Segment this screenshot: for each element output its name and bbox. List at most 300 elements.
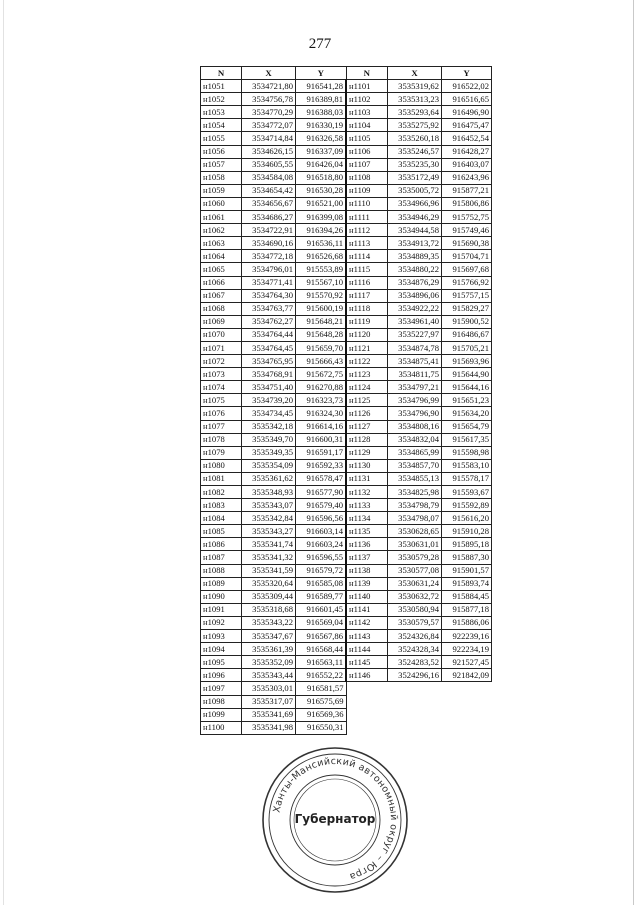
cell-y-left: 916569,36 <box>296 708 347 721</box>
cell-y-right: 915593,67 <box>442 486 492 499</box>
table-row <box>201 106 492 119</box>
cell-x-right: 3524328,34 <box>388 643 442 656</box>
cell-y-left: 916596,56 <box>296 512 347 525</box>
cell-x-right: 3534811,75 <box>388 368 442 381</box>
cell-n-left: н1051 <box>201 80 242 93</box>
cell-n-left: н1089 <box>201 577 242 590</box>
cell-n-left: н1052 <box>201 93 242 106</box>
cell-n-left: н1087 <box>201 551 242 564</box>
cell-y-right: 921842,09 <box>442 669 492 682</box>
cell-y-left: 916567,86 <box>296 630 347 643</box>
cell-x-right: 3534865,99 <box>388 446 442 459</box>
cell-n-left: н1080 <box>201 459 242 472</box>
cell-y-right: 922239,16 <box>442 630 492 643</box>
table-row <box>201 695 492 708</box>
table-row <box>201 656 492 669</box>
cell-x-left: 3535317,07 <box>242 695 296 708</box>
table-row <box>201 80 492 93</box>
cell-n-left: н1078 <box>201 433 242 446</box>
cell-x-right: 3534880,22 <box>388 263 442 276</box>
cell-x-right: 3534875,41 <box>388 355 442 368</box>
cell-n-right: н1104 <box>346 119 388 132</box>
cell-n-left: н1085 <box>201 525 242 538</box>
empty-cell <box>442 708 492 721</box>
cell-x-left: 3535341,59 <box>242 564 296 577</box>
cell-n-left: н1076 <box>201 407 242 420</box>
cell-n-right: н1111 <box>346 211 388 224</box>
cell-n-right: н1133 <box>346 499 388 512</box>
cell-n-right: н1122 <box>346 355 388 368</box>
cell-n-right: н1127 <box>346 420 388 433</box>
cell-x-left: 3534764,45 <box>242 341 296 354</box>
cell-y-right: 921527,45 <box>442 656 492 669</box>
cell-n-right: н1119 <box>346 315 388 328</box>
table-row <box>201 197 492 210</box>
cell-y-left: 915648,28 <box>296 328 347 341</box>
cell-y-left: 916581,57 <box>296 682 347 695</box>
cell-n-left: н1065 <box>201 263 242 276</box>
table-row <box>201 643 492 656</box>
cell-n-right: н1109 <box>346 184 388 197</box>
cell-x-left: 3534584,08 <box>242 171 296 184</box>
cell-y-right: 915893,74 <box>442 577 492 590</box>
cell-x-right: 3524326,84 <box>388 630 442 643</box>
cell-n-left: н1055 <box>201 132 242 145</box>
table-row <box>201 616 492 629</box>
cell-n-right: н1110 <box>346 197 388 210</box>
cell-x-left: 3534626,15 <box>242 145 296 158</box>
cell-n-right: н1140 <box>346 590 388 603</box>
table-row <box>201 184 492 197</box>
cell-n-left: н1088 <box>201 564 242 577</box>
cell-y-left: 916577,90 <box>296 486 347 499</box>
cell-y-left: 915553,89 <box>296 263 347 276</box>
cell-n-right: н1117 <box>346 289 388 302</box>
cell-n-left: н1096 <box>201 669 242 682</box>
cell-n-left: н1059 <box>201 184 242 197</box>
cell-n-left: н1094 <box>201 643 242 656</box>
cell-y-left: 916394,26 <box>296 224 347 237</box>
header-y-right: Y <box>442 67 492 80</box>
cell-x-right: 3524296,16 <box>388 669 442 682</box>
cell-n-right: н1116 <box>346 276 388 289</box>
cell-n-left: н1091 <box>201 603 242 616</box>
cell-x-left: 3535361,62 <box>242 472 296 485</box>
cell-x-left: 3535343,07 <box>242 499 296 512</box>
header-x-right: X <box>388 67 442 80</box>
table-row <box>201 289 492 302</box>
cell-y-left: 916399,08 <box>296 211 347 224</box>
seal-ring-text: Ханты-Мансийский автономный округ – Югра <box>271 755 400 882</box>
cell-x-right: 3534876,29 <box>388 276 442 289</box>
cell-y-right: 915634,20 <box>442 407 492 420</box>
cell-x-right: 3534946,29 <box>388 211 442 224</box>
cell-y-right: 915697,68 <box>442 263 492 276</box>
cell-y-left: 915672,75 <box>296 368 347 381</box>
cell-n-left: н1079 <box>201 446 242 459</box>
cell-x-left: 3535354,09 <box>242 459 296 472</box>
cell-x-left: 3535309,44 <box>242 590 296 603</box>
cell-n-right: н1139 <box>346 577 388 590</box>
cell-n-left: н1093 <box>201 630 242 643</box>
cell-y-right: 915651,23 <box>442 394 492 407</box>
cell-n-right: н1134 <box>346 512 388 525</box>
cell-n-right: н1131 <box>346 472 388 485</box>
cell-x-left: 3534690,16 <box>242 237 296 250</box>
cell-x-right: 3530577,08 <box>388 564 442 577</box>
cell-n-right: н1144 <box>346 643 388 656</box>
cell-x-right: 3534961,40 <box>388 315 442 328</box>
cell-y-right: 915704,71 <box>442 250 492 263</box>
table-row <box>201 472 492 485</box>
cell-y-left: 916568,44 <box>296 643 347 656</box>
cell-x-right: 3535235,30 <box>388 158 442 171</box>
cell-n-right: н1135 <box>346 525 388 538</box>
cell-n-left: н1068 <box>201 302 242 315</box>
cell-y-right: 915752,75 <box>442 211 492 224</box>
table-body <box>201 80 492 735</box>
cell-x-right: 3534798,07 <box>388 512 442 525</box>
cell-x-left: 3535342,84 <box>242 512 296 525</box>
cell-x-left: 3534765,95 <box>242 355 296 368</box>
cell-y-left: 916518,80 <box>296 171 347 184</box>
cell-x-left: 3535347,67 <box>242 630 296 643</box>
cell-y-right: 916403,07 <box>442 158 492 171</box>
cell-n-right: н1142 <box>346 616 388 629</box>
page-number: 277 <box>308 36 332 52</box>
cell-n-left: н1100 <box>201 721 242 734</box>
table-row <box>201 577 492 590</box>
cell-x-left: 3535343,22 <box>242 616 296 629</box>
cell-x-left: 3535342,18 <box>242 420 296 433</box>
cell-x-right: 3534913,72 <box>388 237 442 250</box>
cell-y-right: 916243,96 <box>442 171 492 184</box>
cell-x-right: 3535227,97 <box>388 328 442 341</box>
cell-x-right: 3530628,65 <box>388 525 442 538</box>
cell-y-right: 915910,28 <box>442 525 492 538</box>
table-row <box>201 420 492 433</box>
cell-y-left: 916326,58 <box>296 132 347 145</box>
cell-x-left: 3534770,29 <box>242 106 296 119</box>
cell-x-left: 3534768,91 <box>242 368 296 381</box>
cell-n-right: н1126 <box>346 407 388 420</box>
cell-x-right: 3534796,90 <box>388 407 442 420</box>
table-row <box>201 93 492 106</box>
cell-y-left: 916589,77 <box>296 590 347 603</box>
empty-cell <box>346 721 388 734</box>
cell-x-right: 3535275,92 <box>388 119 442 132</box>
cell-n-right: н1121 <box>346 341 388 354</box>
empty-cell <box>388 695 442 708</box>
cell-y-left: 916541,28 <box>296 80 347 93</box>
cell-y-right: 915877,18 <box>442 603 492 616</box>
cell-n-right: н1114 <box>346 250 388 263</box>
cell-y-right: 915901,57 <box>442 564 492 577</box>
cell-x-left: 3535349,70 <box>242 433 296 446</box>
cell-n-left: н1073 <box>201 368 242 381</box>
cell-x-left: 3534656,67 <box>242 197 296 210</box>
cell-y-left: 916578,47 <box>296 472 347 485</box>
cell-n-left: н1067 <box>201 289 242 302</box>
cell-x-right: 3534896,06 <box>388 289 442 302</box>
empty-cell <box>346 682 388 695</box>
cell-n-right: н1137 <box>346 551 388 564</box>
table-row <box>201 355 492 368</box>
table-row <box>201 630 492 643</box>
table-row <box>201 263 492 276</box>
empty-cell <box>442 721 492 734</box>
cell-y-right: 915877,21 <box>442 184 492 197</box>
coordinates-table <box>200 66 492 735</box>
cell-x-left: 3534751,40 <box>242 381 296 394</box>
table-row <box>201 721 492 734</box>
table-row <box>201 433 492 446</box>
cell-x-right: 3535313,23 <box>388 93 442 106</box>
cell-n-right: н1145 <box>346 656 388 669</box>
cell-x-left: 3534772,07 <box>242 119 296 132</box>
cell-y-left: 916324,30 <box>296 407 347 420</box>
table-row <box>201 276 492 289</box>
cell-n-left: н1097 <box>201 682 242 695</box>
cell-x-right: 3535293,64 <box>388 106 442 119</box>
cell-x-right: 3530631,24 <box>388 577 442 590</box>
cell-n-left: н1086 <box>201 538 242 551</box>
cell-x-left: 3534721,80 <box>242 80 296 93</box>
page-edge-left <box>3 0 4 905</box>
table-row <box>201 315 492 328</box>
cell-n-left: н1090 <box>201 590 242 603</box>
cell-y-left: 916569,04 <box>296 616 347 629</box>
cell-n-right: н1143 <box>346 630 388 643</box>
cell-y-right: 916475,47 <box>442 119 492 132</box>
cell-y-left: 916592,33 <box>296 459 347 472</box>
cell-x-right: 3534808,16 <box>388 420 442 433</box>
cell-x-right: 3534857,70 <box>388 459 442 472</box>
cell-n-right: н1132 <box>346 486 388 499</box>
cell-y-right: 916522,02 <box>442 80 492 93</box>
cell-x-right: 3534922,22 <box>388 302 442 315</box>
cell-x-left: 3535349,35 <box>242 446 296 459</box>
cell-y-right: 915705,21 <box>442 341 492 354</box>
cell-x-left: 3535352,09 <box>242 656 296 669</box>
table-row <box>201 119 492 132</box>
cell-n-left: н1061 <box>201 211 242 224</box>
cell-n-left: н1063 <box>201 237 242 250</box>
cell-y-left: 916579,72 <box>296 564 347 577</box>
table-row <box>201 394 492 407</box>
empty-cell <box>442 682 492 695</box>
table-row <box>201 499 492 512</box>
cell-x-left: 3535341,98 <box>242 721 296 734</box>
cell-x-right: 3535260,18 <box>388 132 442 145</box>
cell-y-right: 915900,52 <box>442 315 492 328</box>
table-row <box>201 407 492 420</box>
cell-x-left: 3535343,44 <box>242 669 296 682</box>
cell-y-right: 915583,10 <box>442 459 492 472</box>
cell-x-right: 3530580,94 <box>388 603 442 616</box>
table-row <box>201 145 492 158</box>
cell-n-left: н1069 <box>201 315 242 328</box>
cell-x-right: 3534796,99 <box>388 394 442 407</box>
table-row <box>201 368 492 381</box>
table-row <box>201 708 492 721</box>
cell-y-left: 915600,19 <box>296 302 347 315</box>
cell-x-right: 3534798,79 <box>388 499 442 512</box>
cell-n-right: н1108 <box>346 171 388 184</box>
cell-x-left: 3534686,27 <box>242 211 296 224</box>
cell-x-left: 3535341,69 <box>242 708 296 721</box>
cell-x-left: 3534771,41 <box>242 276 296 289</box>
cell-n-left: н1070 <box>201 328 242 341</box>
cell-y-left: 916323,73 <box>296 394 347 407</box>
table-row <box>201 341 492 354</box>
cell-y-right: 915617,35 <box>442 433 492 446</box>
table-row <box>201 224 492 237</box>
cell-y-left: 916330,19 <box>296 119 347 132</box>
cell-x-left: 3535320,64 <box>242 577 296 590</box>
table-row <box>201 603 492 616</box>
table-row <box>201 250 492 263</box>
cell-x-right: 3530632,72 <box>388 590 442 603</box>
cell-x-right: 3534874,78 <box>388 341 442 354</box>
cell-n-right: н1129 <box>346 446 388 459</box>
cell-n-left: н1081 <box>201 472 242 485</box>
cell-y-left: 916526,68 <box>296 250 347 263</box>
table-row <box>201 682 492 695</box>
cell-n-left: н1095 <box>201 656 242 669</box>
cell-n-left: н1064 <box>201 250 242 263</box>
table-row <box>201 381 492 394</box>
cell-x-left: 3535318,68 <box>242 603 296 616</box>
cell-n-left: н1075 <box>201 394 242 407</box>
cell-y-left: 916389,81 <box>296 93 347 106</box>
cell-n-left: н1072 <box>201 355 242 368</box>
cell-n-left: н1056 <box>201 145 242 158</box>
cell-y-left: 915567,10 <box>296 276 347 289</box>
cell-y-left: 916614,16 <box>296 420 347 433</box>
cell-x-right: 3535172,49 <box>388 171 442 184</box>
cell-n-right: н1103 <box>346 106 388 119</box>
cell-y-right: 916428,27 <box>442 145 492 158</box>
cell-x-right: 3534825,98 <box>388 486 442 499</box>
cell-y-left: 916530,28 <box>296 184 347 197</box>
table-row <box>201 237 492 250</box>
cell-y-left: 916426,04 <box>296 158 347 171</box>
table-row <box>201 158 492 171</box>
cell-n-right: н1138 <box>346 564 388 577</box>
table-row <box>201 538 492 551</box>
cell-y-right: 916452,54 <box>442 132 492 145</box>
cell-n-right: н1105 <box>346 132 388 145</box>
cell-n-left: н1092 <box>201 616 242 629</box>
cell-x-right: 3535246,57 <box>388 145 442 158</box>
cell-x-left: 3534739,20 <box>242 394 296 407</box>
empty-cell <box>388 708 442 721</box>
cell-y-right: 916496,90 <box>442 106 492 119</box>
cell-x-left: 3534796,01 <box>242 263 296 276</box>
cell-x-right: 3534832,04 <box>388 433 442 446</box>
cell-y-left: 916563,11 <box>296 656 347 669</box>
cell-x-left: 3534763,77 <box>242 302 296 315</box>
cell-n-right: н1146 <box>346 669 388 682</box>
cell-y-right: 915654,79 <box>442 420 492 433</box>
cell-x-left: 3534756,78 <box>242 93 296 106</box>
page-edge-right <box>633 0 634 905</box>
cell-y-left: 915570,92 <box>296 289 347 302</box>
table-row <box>201 211 492 224</box>
cell-n-right: н1120 <box>346 328 388 341</box>
cell-x-right: 3535005,72 <box>388 184 442 197</box>
cell-n-left: н1066 <box>201 276 242 289</box>
cell-y-left: 916591,17 <box>296 446 347 459</box>
cell-y-right: 915578,17 <box>442 472 492 485</box>
cell-y-right: 915757,15 <box>442 289 492 302</box>
cell-x-left: 3534722,91 <box>242 224 296 237</box>
cell-n-right: н1118 <box>346 302 388 315</box>
table-row <box>201 551 492 564</box>
cell-y-right: 922234,19 <box>442 643 492 656</box>
cell-n-left: н1060 <box>201 197 242 210</box>
cell-y-left: 916596,55 <box>296 551 347 564</box>
cell-y-left: 916388,03 <box>296 106 347 119</box>
cell-y-right: 915806,86 <box>442 197 492 210</box>
cell-x-right: 3534797,21 <box>388 381 442 394</box>
cell-y-left: 916270,88 <box>296 381 347 394</box>
table-row <box>201 459 492 472</box>
cell-y-left: 916603,14 <box>296 525 347 538</box>
cell-n-left: н1074 <box>201 381 242 394</box>
cell-y-right: 915887,30 <box>442 551 492 564</box>
cell-y-right: 915644,90 <box>442 368 492 381</box>
cell-n-right: н1128 <box>346 433 388 446</box>
cell-n-left: н1062 <box>201 224 242 237</box>
cell-n-left: н1099 <box>201 708 242 721</box>
cell-n-right: н1124 <box>346 381 388 394</box>
cell-y-right: 915693,96 <box>442 355 492 368</box>
cell-n-right: н1106 <box>346 145 388 158</box>
empty-cell <box>388 682 442 695</box>
cell-x-left: 3535361,39 <box>242 643 296 656</box>
cell-x-right: 3524283,52 <box>388 656 442 669</box>
cell-x-right: 3530631,01 <box>388 538 442 551</box>
table-row <box>201 525 492 538</box>
cell-y-left: 915666,43 <box>296 355 347 368</box>
cell-y-left: 916536,11 <box>296 237 347 250</box>
governor-seal <box>260 745 410 895</box>
cell-y-right: 915644,16 <box>442 381 492 394</box>
table-header-row <box>201 67 492 80</box>
empty-cell <box>346 708 388 721</box>
cell-n-left: н1077 <box>201 420 242 433</box>
cell-x-left: 3534714,84 <box>242 132 296 145</box>
cell-x-left: 3535341,74 <box>242 538 296 551</box>
cell-y-left: 916601,45 <box>296 603 347 616</box>
header-n-right: N <box>346 67 388 80</box>
cell-y-right: 916486,67 <box>442 328 492 341</box>
cell-x-right: 3534889,35 <box>388 250 442 263</box>
cell-y-left: 915648,21 <box>296 315 347 328</box>
cell-n-right: н1107 <box>346 158 388 171</box>
header-x-left: X <box>242 67 296 80</box>
cell-n-right: н1125 <box>346 394 388 407</box>
table-row <box>201 669 492 682</box>
cell-x-left: 3534734,45 <box>242 407 296 420</box>
cell-x-left: 3534772,18 <box>242 250 296 263</box>
cell-x-left: 3534764,44 <box>242 328 296 341</box>
cell-x-left: 3535303,01 <box>242 682 296 695</box>
cell-n-left: н1098 <box>201 695 242 708</box>
cell-n-left: н1071 <box>201 341 242 354</box>
